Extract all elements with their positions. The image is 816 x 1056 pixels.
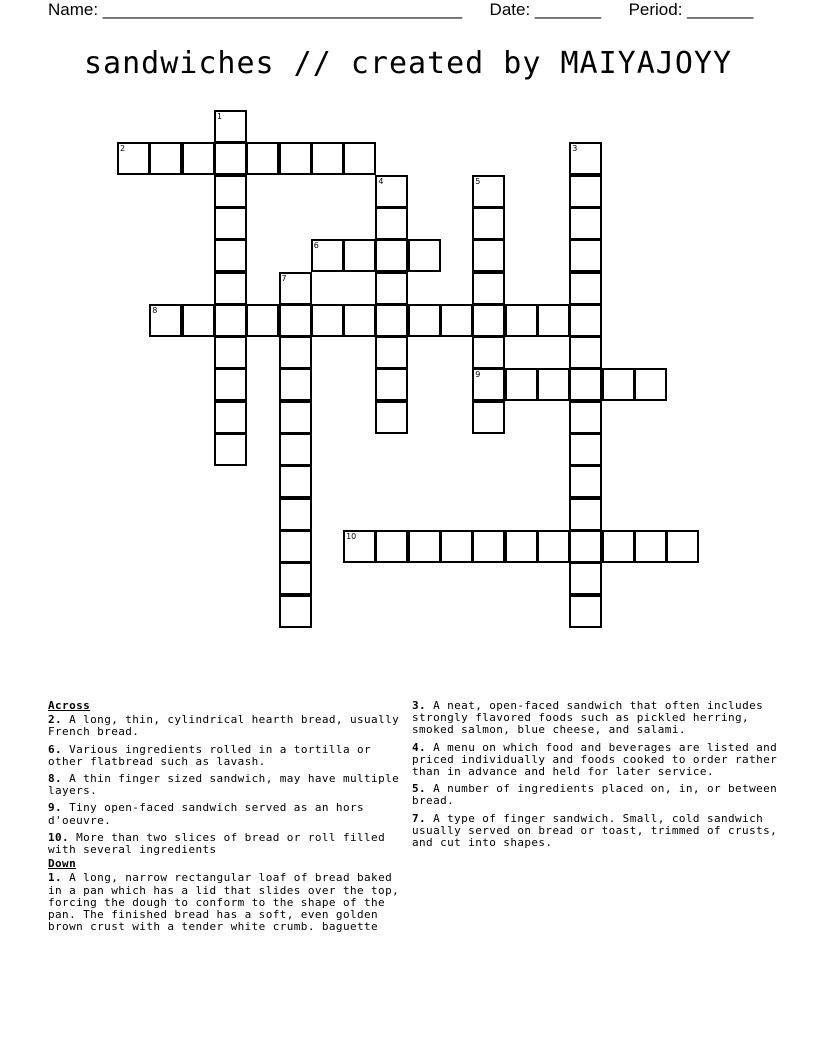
cell-number: 1: [216, 112, 222, 121]
grid-cell[interactable]: [472, 336, 505, 369]
cell-number: 5: [475, 176, 481, 186]
clues-column-left: [48, 700, 406, 938]
grid-cell[interactable]: [537, 368, 570, 401]
grid-cell[interactable]: [375, 336, 408, 369]
period-field[interactable]: Period: _______: [628, 0, 754, 19]
grid-cell[interactable]: [279, 562, 312, 595]
grid-cell[interactable]: [279, 304, 312, 337]
clue-down-5: 5. A number of ingredients placed on, in, or between bread.: [412, 782, 778, 808]
cell-number: 7: [281, 273, 287, 283]
grid-cell[interactable]: [246, 142, 279, 175]
cell-number: 4: [378, 176, 384, 186]
grid-cell[interactable]: [375, 239, 408, 272]
grid-cell[interactable]: [569, 175, 602, 208]
cell-number: 10: [346, 531, 357, 541]
grid-cell[interactable]: [214, 207, 247, 240]
grid-cell[interactable]: [279, 368, 312, 401]
clue-down-1: 1. A long, narrow rectangular loaf of bread baked in a pan which has a lid that slides over the top, forcing the dough to conform to the shape of the pan. The finished bread has a soft, even golden brown crust with a tender white crumb. baguette: [48, 871, 400, 934]
grid-cell[interactable]: [279, 142, 312, 175]
grid-cell[interactable]: [375, 530, 408, 563]
grid-cell[interactable]: [214, 304, 247, 337]
grid-cell[interactable]: [279, 401, 312, 434]
cell-number: 2: [120, 144, 126, 154]
grid-cell[interactable]: [569, 368, 602, 401]
grid-cell[interactable]: [343, 239, 376, 272]
grid-cell[interactable]: [279, 530, 312, 563]
grid-cell[interactable]: [408, 304, 441, 337]
cell-number: 6: [313, 241, 319, 251]
clue-across-6: 6. Various ingredients rolled in a tortilla or other flatbread such as lavash.: [48, 742, 372, 768]
grid-cell[interactable]: [440, 530, 473, 563]
clue-down-4: 4. A menu on which food and beverages are listed and priced individually and foods cooked to order rather than in advance and held for later service.: [412, 740, 778, 779]
grid-cell[interactable]: [214, 239, 247, 272]
across-heading: Across: [48, 699, 91, 712]
grid-cell[interactable]: [279, 498, 312, 531]
grid-cell[interactable]: [279, 433, 312, 466]
grid-cell[interactable]: [569, 562, 602, 595]
grid-cell[interactable]: [214, 272, 247, 305]
grid-cell[interactable]: [569, 207, 602, 240]
grid-cell[interactable]: [505, 530, 538, 563]
grid-cell[interactable]: [569, 272, 602, 305]
grid-cell[interactable]: [214, 336, 247, 369]
grid-cell[interactable]: [375, 272, 408, 305]
cell-number: 8: [152, 305, 158, 315]
grid-cell[interactable]: [375, 207, 408, 240]
grid-cell[interactable]: [505, 368, 538, 401]
grid-cell[interactable]: [117, 142, 150, 175]
grid-cell[interactable]: [343, 530, 376, 563]
grid-cell[interactable]: [569, 465, 602, 498]
clue-across-9: 9. Tiny open-faced sandwich served as an hors d'oeuvre.: [48, 801, 365, 827]
grid-cell[interactable]: [602, 530, 635, 563]
grid-cell[interactable]: [246, 304, 279, 337]
grid-cell[interactable]: [569, 433, 602, 466]
grid-cell[interactable]: [569, 239, 602, 272]
grid-cell[interactable]: [375, 175, 408, 208]
grid-cell[interactable]: [311, 142, 344, 175]
grid-cell[interactable]: [214, 368, 247, 401]
grid-cell[interactable]: [408, 239, 441, 272]
grid-cell[interactable]: [440, 304, 473, 337]
grid-cell[interactable]: [472, 368, 505, 401]
clue-down-3: 3. A neat, open-faced sandwich that often includes strongly flavored foods such as pickled herring, smoked salmon, blue cheese, and salami.: [412, 699, 764, 737]
grid-cell[interactable]: [569, 530, 602, 563]
grid-cell[interactable]: [182, 304, 215, 337]
grid-cell[interactable]: [279, 595, 312, 628]
clues-column-right: [412, 700, 782, 854]
grid-cell[interactable]: [666, 530, 699, 563]
grid-cell[interactable]: [537, 530, 570, 563]
grid-cell[interactable]: [279, 336, 312, 369]
clue-across-2: 2. A long, thin, cylindrical hearth bread, usually French bread.: [48, 713, 400, 739]
grid-cell[interactable]: [634, 530, 667, 563]
grid-cell[interactable]: [214, 175, 247, 208]
grid-cell[interactable]: [569, 304, 602, 337]
clue-across-8: 8. A thin finger sized sandwich, may have multiple layers.: [48, 772, 400, 798]
puzzle-title: sandwiches // created by MAIYAJOYY: [83, 46, 733, 81]
grid-cell[interactable]: [569, 336, 602, 369]
down-heading: Down: [48, 857, 77, 871]
grid-cell[interactable]: [214, 433, 247, 466]
grid-cell[interactable]: [408, 530, 441, 563]
grid-cell[interactable]: [279, 272, 312, 305]
grid-cell[interactable]: [602, 368, 635, 401]
grid-cell[interactable]: [569, 498, 602, 531]
grid-cell[interactable]: [343, 304, 376, 337]
grid-cell[interactable]: [311, 304, 344, 337]
clue-across-10: 10. More than two slices of bread or roll filled with several ingredients: [48, 830, 386, 857]
grid-cell[interactable]: [375, 401, 408, 434]
cell-number: 3: [572, 144, 578, 154]
grid-cell[interactable]: [149, 304, 182, 337]
grid-cell[interactable]: [472, 239, 505, 272]
grid-cell[interactable]: [279, 465, 312, 498]
grid-cell[interactable]: [375, 304, 408, 337]
grid-cell[interactable]: [214, 110, 247, 143]
grid-cell[interactable]: [182, 142, 215, 175]
grid-cell[interactable]: [634, 368, 667, 401]
grid-cell[interactable]: [311, 239, 344, 272]
grid-cell[interactable]: [472, 530, 505, 563]
grid-cell[interactable]: [149, 142, 182, 175]
date-field[interactable]: Date: _______: [489, 0, 602, 19]
grid-cell[interactable]: [375, 368, 408, 401]
grid-cell[interactable]: [214, 401, 247, 434]
grid-cell[interactable]: [569, 401, 602, 434]
grid-cell[interactable]: [472, 401, 505, 434]
cell-number: 9: [475, 370, 481, 380]
grid-cell[interactable]: [343, 142, 376, 175]
name-field[interactable]: Name: ______________________________________: [48, 0, 463, 19]
clue-down-7: 7. A type of finger sandwich. Small, cold sandwich usually served on bread or toast, trimmed of crusts, and cut into shapes.: [412, 811, 778, 850]
grid-cell[interactable]: [472, 175, 505, 208]
grid-cell[interactable]: [569, 142, 602, 175]
grid-cell[interactable]: [537, 304, 570, 337]
grid-cell[interactable]: [214, 142, 247, 175]
grid-cell[interactable]: [472, 207, 505, 240]
grid-cell[interactable]: [472, 272, 505, 305]
grid-cell[interactable]: [472, 304, 505, 337]
grid-cell[interactable]: [569, 595, 602, 628]
grid-cell[interactable]: [505, 304, 538, 337]
